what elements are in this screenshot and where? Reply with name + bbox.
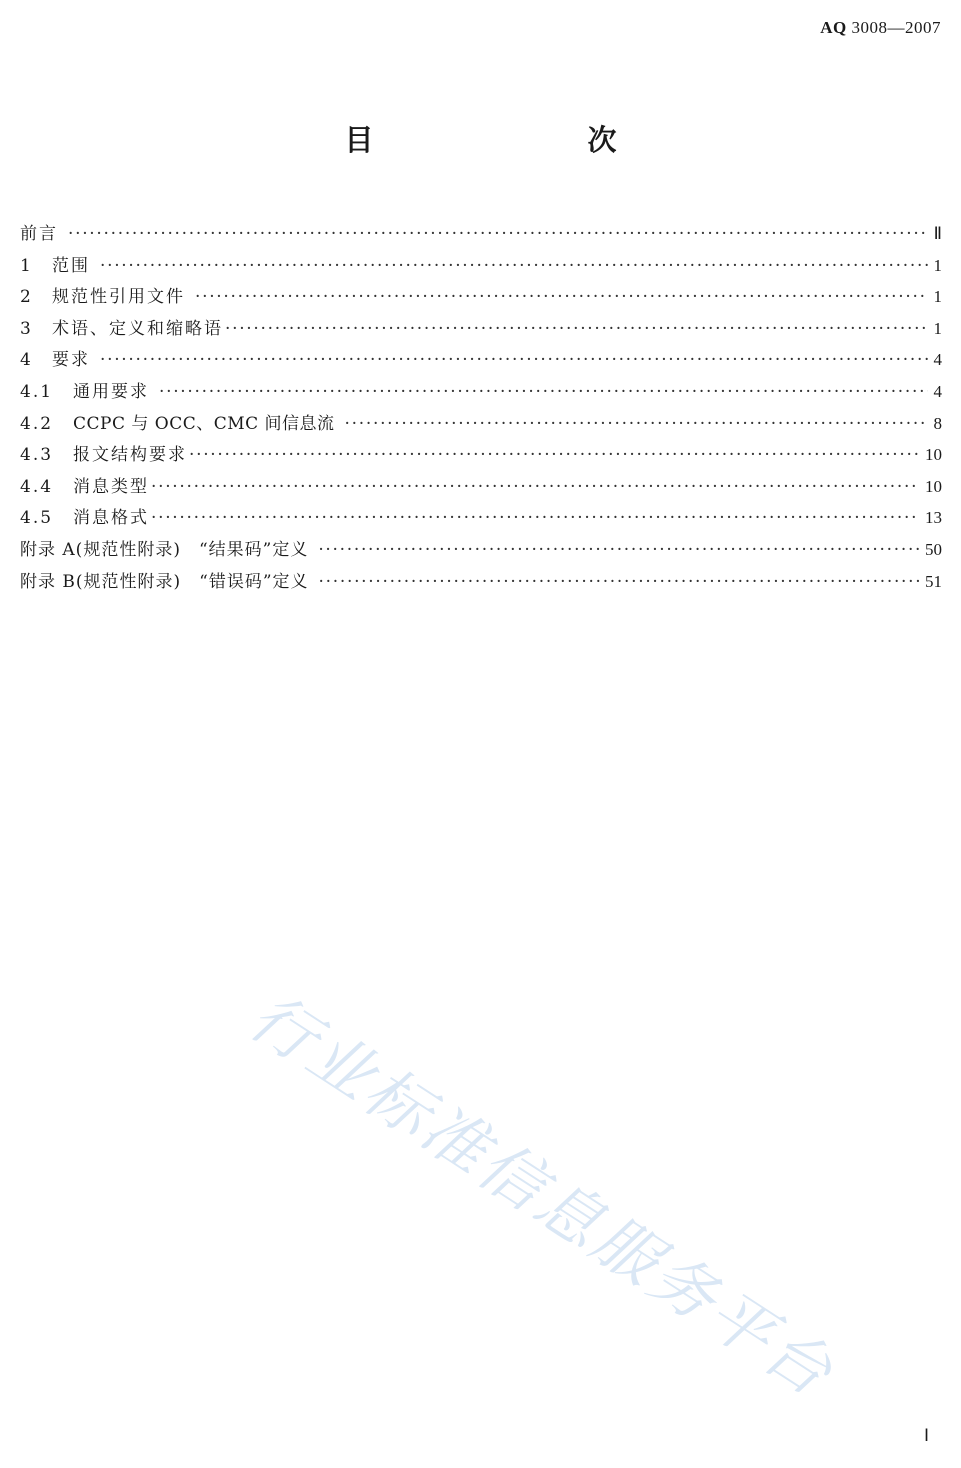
toc-page: Ⅱ: [933, 224, 942, 243]
toc-page: 4: [933, 381, 942, 401]
toc-row-2[interactable]: [20, 281, 942, 313]
toc-row-4-4[interactable]: [20, 471, 942, 503]
toc-row-appendix-a[interactable]: [20, 534, 942, 566]
toc-leader: [318, 535, 919, 567]
toc-title: 规范性引用文件: [52, 287, 185, 308]
toc-number: 2: [20, 287, 33, 308]
toc-row-preface[interactable]: [20, 218, 942, 250]
toc-row-4-2[interactable]: [20, 408, 942, 440]
toc-row-4-5[interactable]: [20, 502, 942, 534]
toc-leader: [151, 503, 919, 535]
toc-title: 前言: [20, 224, 58, 244]
toc-leader: [195, 282, 928, 314]
toc-title: 通用要求: [73, 381, 149, 402]
toc-page: 8: [933, 413, 942, 433]
toc-row-4[interactable]: [20, 344, 942, 376]
toc-page: 51: [925, 571, 942, 591]
standard-code-prefix: AQ: [820, 18, 847, 37]
toc-leader: [100, 345, 928, 377]
toc-title: 范围: [52, 255, 90, 276]
toc-number: 4.2: [20, 413, 54, 434]
toc-leader: [319, 567, 919, 599]
toc-page: 13: [925, 508, 942, 528]
toc-leader: [189, 440, 919, 472]
toc-page: 50: [925, 539, 942, 559]
toc-number: 1: [20, 255, 33, 276]
toc-page: 1: [933, 318, 942, 338]
toc-number: 4: [20, 350, 33, 371]
page-title: 目 次: [344, 123, 669, 157]
toc-title: 附录 A(规范性附录) “结果码”定义: [20, 539, 309, 560]
toc-page: 1: [933, 255, 942, 275]
toc-row-3[interactable]: [20, 313, 942, 345]
table-of-contents: [20, 218, 942, 597]
toc-number: 4.3: [20, 445, 54, 466]
toc-page: 4: [933, 350, 942, 370]
toc-row-4-1[interactable]: [20, 376, 942, 408]
toc-number: 3: [20, 318, 33, 339]
toc-number: 4.1: [20, 381, 54, 402]
standard-code-number: 3008—2007: [851, 18, 941, 37]
toc-leader: [225, 314, 928, 346]
toc-title: CCPC 与 OCC、CMC 间信息流: [73, 413, 335, 434]
watermark: 行业标准信息服务平台: [236, 980, 848, 1413]
toc-title: 术语、定义和缩略语: [52, 318, 223, 339]
toc-page: 10: [925, 476, 942, 496]
toc-number: 4.4: [20, 476, 54, 497]
toc-leader: [151, 472, 919, 504]
toc-leader: [100, 251, 928, 283]
toc-leader: [345, 409, 928, 441]
toc-title: 消息类型: [73, 476, 149, 497]
toc-row-appendix-b[interactable]: [20, 566, 942, 598]
toc-title: 报文结构要求: [73, 445, 187, 466]
toc-row-4-3[interactable]: [20, 439, 942, 471]
toc-leader: [68, 219, 928, 251]
toc-leader: [159, 377, 928, 409]
toc-page: 10: [925, 445, 942, 465]
toc-title: 附录 B(规范性附录) “错误码”定义: [20, 571, 309, 592]
toc-title: 要求: [52, 350, 90, 371]
footer-page-number: Ⅰ: [923, 1426, 929, 1445]
toc-row-1[interactable]: [20, 250, 942, 282]
standard-code: [820, 18, 941, 38]
toc-title: 消息格式: [73, 508, 149, 529]
toc-number: 4.5: [20, 508, 54, 529]
toc-page: 1: [933, 287, 942, 307]
